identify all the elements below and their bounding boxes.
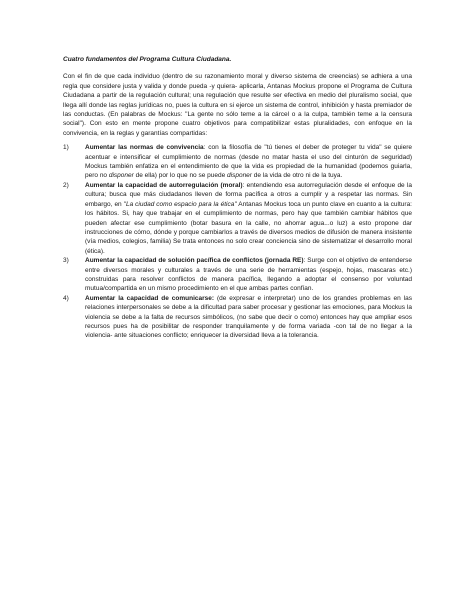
list-number: 1) (63, 144, 69, 152)
list-number: 3) (63, 257, 69, 265)
list-item (63, 294, 412, 341)
item-text: (de expresar e interpretar) uno de los grandes problemas en las relaciones interpersonales se debe a la dificultad para saber procesar y gestionar las emociones, para Mockus la violencia se debe a la falta de recursos simbólicos, (no sabe que decir o como) entonces hay que ampliar esos recursos pues ha de posibilitar de responder tranquilamente y de forma variada -con tal de no llegar a la violencia- ante situaciones conflicto; enriquecer la diversidad lleva a la tolerancia. (85, 294, 412, 340)
list-number: 4) (63, 294, 69, 302)
item-title: Aumentar la capacidad de solución pacífica de conflictos (jornada RE) (85, 257, 304, 265)
intro-paragraph: Con el fin de que cada individuo (dentro de su razonamiento moral y diverso sistema de creencias) se adhiera a una regla que considere justa y valida y donde pueda -y quiera- aplicarla, Antanas Mockus propone el Programa de Cultura Ciudadana a partir de la regulación cultural; una regulación que resulte ser efectiva en medio del pluralismo social, que llega allí donde las reglas jurídicas no, pues la cultura en si ejerce un sistema de control, inhibición y hasta premiador de las conductas. (En palabras de Mockus: "La gente no sólo teme a la cárcel o a la culpa, también teme a la censura social"). Con esto en mente propone cuatro objetivos para compatibilizar estas pluralidades, con enfoque en la convivencia, en la reglas y garantías compartidas: (63, 73, 412, 137)
list-number: 2) (63, 181, 69, 189)
item-text: de ella) por lo que no se puede (133, 172, 228, 180)
item-text: de la vida de otro ni de la tuya. (251, 172, 343, 180)
item-text: : entendiendo esa autorregulación desde el enfoque de la cultura; busca que más ciudadanos lleven de forma pacífica a otros a cumplir y a respetar las normas. Sin embargo, en (85, 181, 412, 208)
document-page (63, 55, 412, 341)
list-item (63, 181, 412, 256)
document-title: Cuatro fundamentos del Programa Cultura Ciudadana. (63, 56, 232, 63)
item-emphasis: disponer (227, 172, 252, 180)
item-title: Aumentar la capacidad de comunicarse: (85, 294, 215, 302)
item-text: Antanas Mockus toca un punto clave en cuanto a la cultura: los hábitos. Si, hay que trabajar en el cumplimiento de normas, pero hay que también cambiar hábitos que pueden afectar ese cumplimiento (botar basura en la calle, no ahorrar agua...o luz) a esto propone dar instrucciones de cómo, dónde y porque cambiarlos a través de diversos medios de difusión de manera insistente (vía medios, colegios, familia) Se trata entonces no solo crear conciencia sino de sistematizar el desarrollo moral (ética). (85, 200, 412, 255)
item-text: : con la filosofía de "tú tienes el deber de proteger tu vida" se quiere acentuar e intensificar el cumplimiento de normas (desde no matar hasta el uso del cinturón de seguridad) Mockus también enfatiza en el entendimiento de que la vida es propiedad de la humanidad (podemos guiarla, pero no (85, 144, 412, 180)
item-title: Aumentar las normas de convivencia (85, 144, 204, 152)
item-title: Aumentar la capacidad de autorregulación (moral) (85, 181, 243, 189)
list-item (63, 256, 412, 294)
item-emphasis: disponer (108, 172, 134, 180)
item-text: : Surge con el objetivo de entenderse entre diversos morales y culturales a través de una serie de herramientas (espejo, hojas, mascaras etc.) construidas para resolver conflictos de manera pacífica, llegando a adoptar el consenso por voluntad mutua/compartida en un mismo procedimiento en el que ambas partes confían. (85, 257, 412, 293)
fundamentals-list (63, 143, 412, 341)
list-item (63, 143, 412, 181)
item-emphasis: "La ciudad como espacio para la ética" (123, 200, 237, 208)
